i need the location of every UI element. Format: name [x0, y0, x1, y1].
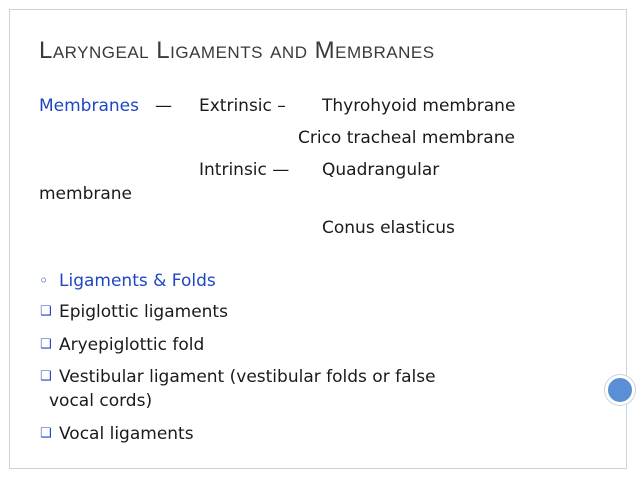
list-item-vestibular: Vestibular ligament (vestibular folds or false	[59, 367, 436, 387]
slide-title-text: Laryngeal Ligaments and Membranes	[39, 37, 435, 64]
intrinsic-item-1-continued: membrane	[39, 184, 133, 204]
extrinsic-item-2: Crico tracheal membrane	[298, 128, 515, 148]
intrinsic-item-1: Quadrangular	[322, 160, 440, 180]
extrinsic-item-1: Thyrohyoid membrane	[322, 96, 516, 116]
list-item-vocal: Vocal ligaments	[59, 424, 194, 444]
list-item-aryepiglottic: Aryepiglottic fold	[59, 335, 205, 355]
membranes-dash: —	[155, 96, 172, 116]
ligaments-heading: Ligaments & Folds	[59, 271, 216, 291]
intrinsic-item-2: Conus elasticus	[322, 218, 455, 238]
square-bullet-icon: ❑	[40, 369, 52, 384]
square-bullet-icon: ❑	[40, 337, 52, 352]
extrinsic-label: Extrinsic –	[199, 96, 286, 116]
list-item-epiglottic: Epiglottic ligaments	[59, 302, 228, 322]
square-bullet-icon: ❑	[40, 304, 52, 319]
ring-bullet-icon: ◦	[39, 271, 49, 290]
slide-title	[39, 36, 435, 66]
membranes-label: Membranes	[39, 96, 139, 116]
square-bullet-icon: ❑	[40, 426, 52, 441]
decorative-circle	[605, 375, 635, 405]
intrinsic-label: Intrinsic —	[199, 160, 290, 180]
list-item-vestibular-continued: vocal cords)	[49, 391, 153, 411]
